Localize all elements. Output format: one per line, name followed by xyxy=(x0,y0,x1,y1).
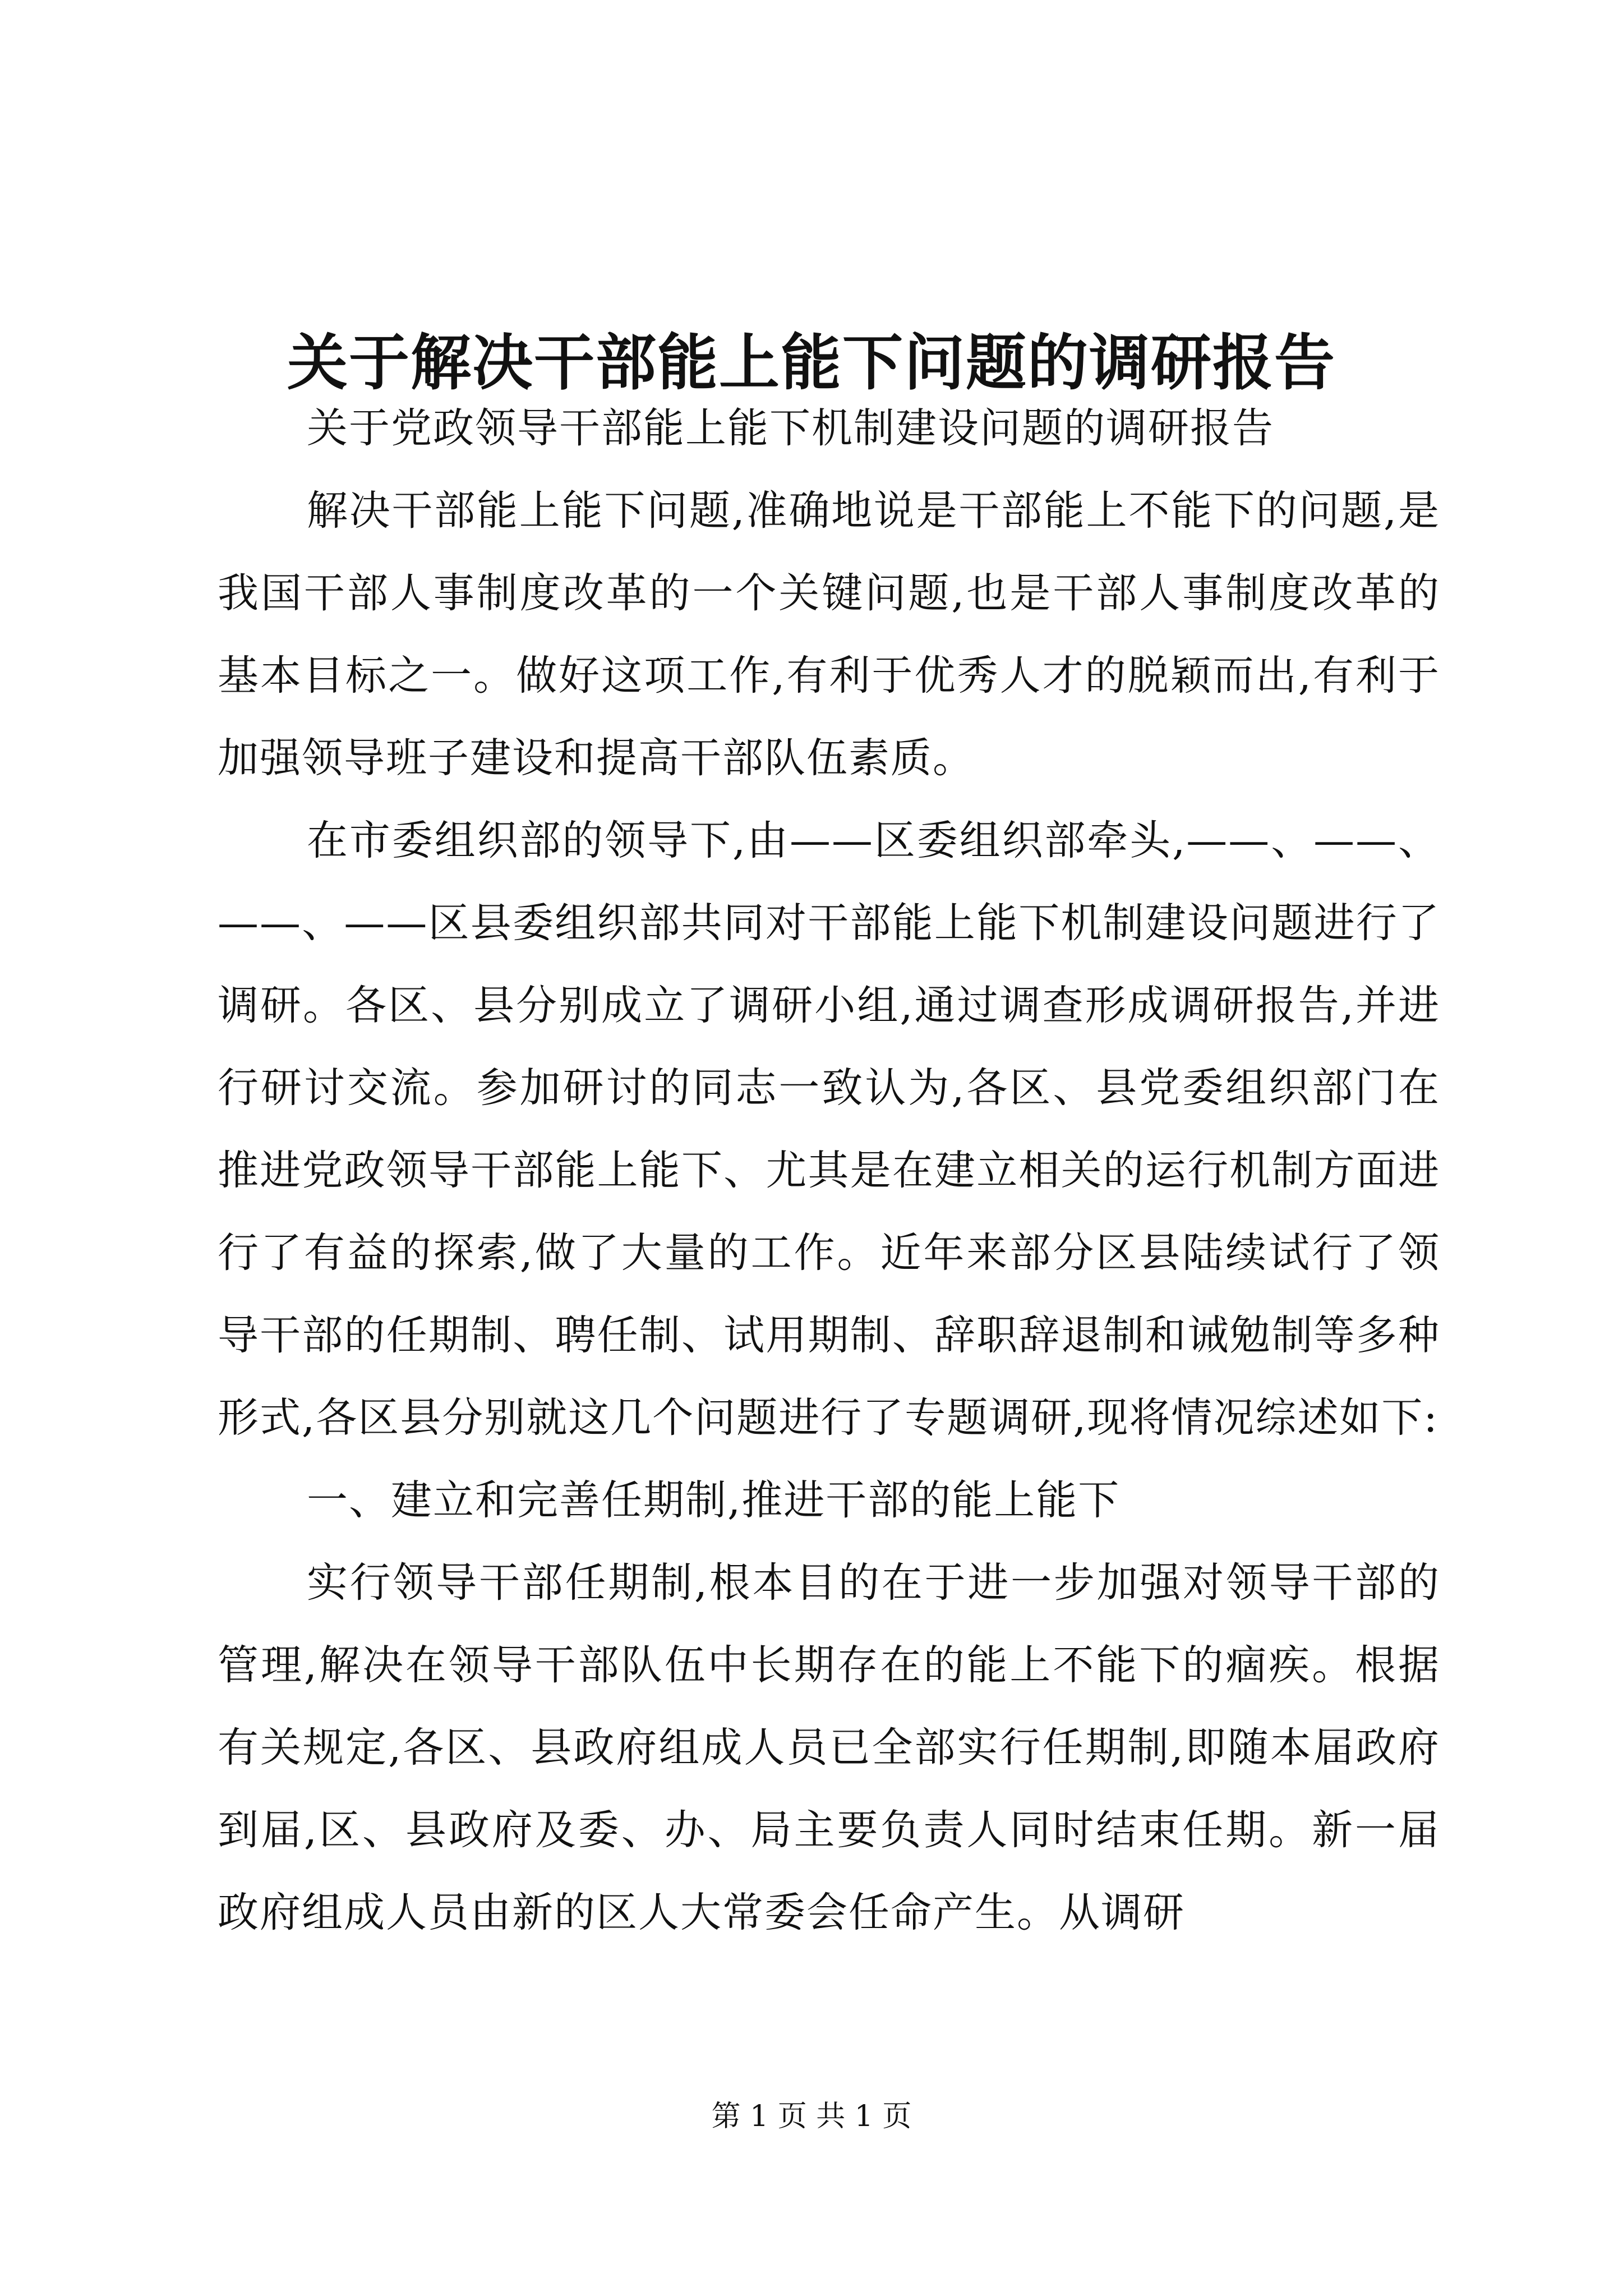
paragraph-background: 在市委组织部的领导下,由——区委组织部牵头,——、——、——、——区县委组织部共同对干部能上能下机制建设问题进行了调研。各区、县分别成立了调研小组,通过调查形成调研报告,并进行研讨交流。参加研讨的同志一致认为,各区、县党委组织部门在推进党政领导干部能上能下、尤其是在建立相关的运行机制方面进行了有益的探索,做了大量的工作。近年来部分区县陆续试行了领导干部的任期制、聘任制、试用期制、辞职辞退制和诫勉制等多种形式,各区县分别就这几个问题进行了专题调研,现将情况综述如下: xyxy=(218,817,1440,1442)
paragraph-intro: 解决干部能上能下问题,准确地说是干部能上不能下的问题,是我国干部人事制度改革的一个关键问题,也是干部人事制度改革的基本目标之一。做好这项工作,有利于优秀人才的脱颖而出,有利于加强领导班子建设和提高干部队伍素质。 xyxy=(218,487,1440,782)
paragraph-subtitle: 关于党政领导干部能上能下机制建设问题的调研报告 xyxy=(307,404,1274,452)
section-heading-1: 一、建立和完善任期制,推进干部的能上能下 xyxy=(307,1476,1121,1524)
document-body xyxy=(218,387,1440,1954)
document-title: 关于解决干部能上能下问题的调研报告 xyxy=(287,328,1336,399)
page-footer: 第 1 页 共 1 页 xyxy=(711,2100,912,2133)
paragraph-section-1: 实行领导干部任期制,根本目的在于进一步加强对领导干部的管理,解决在领导干部队伍中长期存在的能上不能下的痼疾。根据有关规定,各区、县政府组成人员已全部实行任期制,即随本届政府到届,区、县政府及委、办、局主要负责人同时结束任期。新一届政府组成人员由新的区人大常委会任命产生。从调研 xyxy=(218,1559,1440,1936)
